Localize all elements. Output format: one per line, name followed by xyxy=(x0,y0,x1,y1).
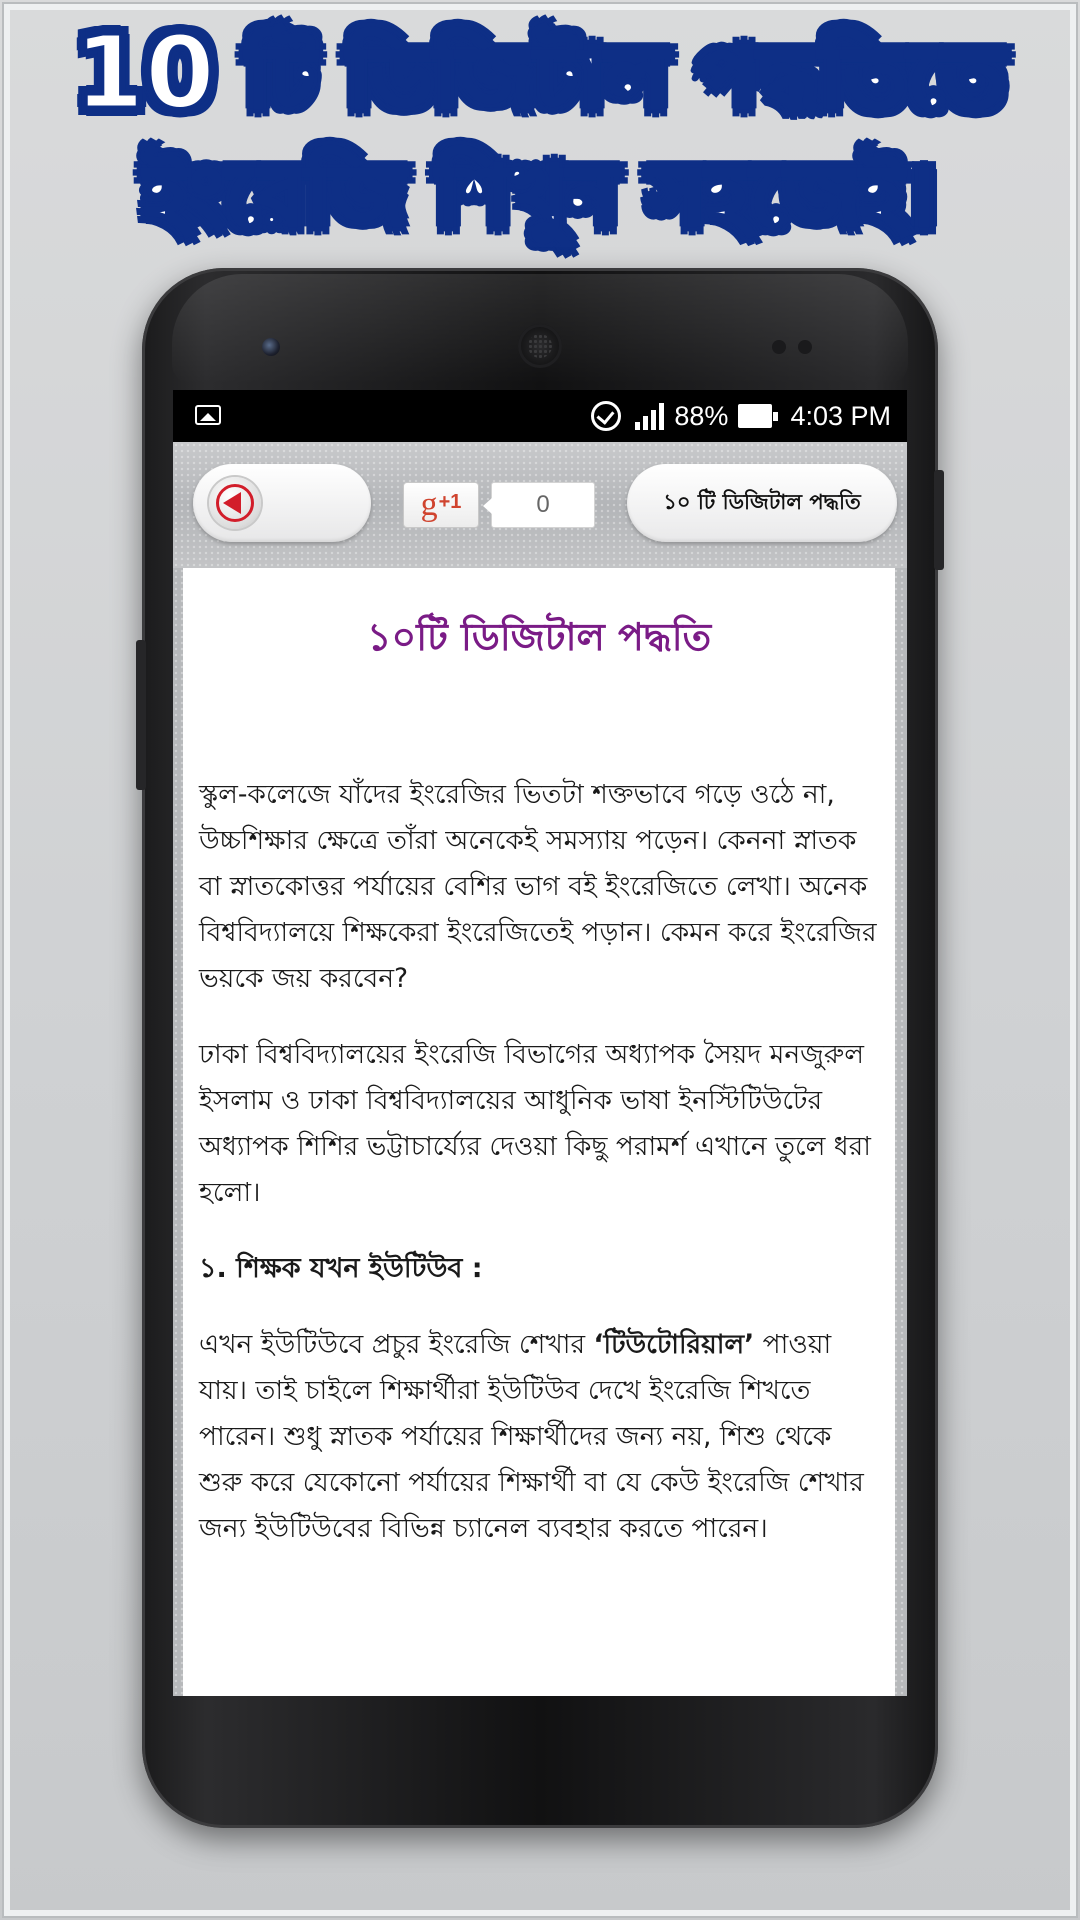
image-icon xyxy=(195,405,221,425)
google-plus-one-button[interactable] xyxy=(403,482,479,528)
battery-percent: 88% xyxy=(674,400,729,431)
plus-one-label: +1 xyxy=(438,490,462,513)
tutorial-term: ‘টিউটোরিয়াল’ xyxy=(593,1329,755,1360)
section-heading-1: ১. শিক্ষক যখন ইউটিউব : xyxy=(199,1253,483,1284)
article-background xyxy=(173,568,907,1696)
promo-number: 10 xyxy=(74,14,216,131)
power-button xyxy=(934,470,944,570)
google-plus-icon: g xyxy=(420,486,438,523)
article-content[interactable] xyxy=(183,568,895,1696)
front-camera xyxy=(262,338,280,356)
article-paragraph-3 xyxy=(199,1322,881,1552)
article-paragraph-2: ঢাকা বিশ্ববিদ্যালয়ের ইংরেজি বিভাগের অধ্যাপক সৈয়দ মনজুরুল ইসলাম ও ঢাকা বিশ্ববিদ্যালয়ের আধুনিক ভাষা ইনস্টিটিউটের অধ্যাপক শিশির ভট্টাচার্য্যের দেওয়া কিছু পরামর্শ এখানে তুলে ধরা হলো। xyxy=(199,1039,871,1208)
volume-button xyxy=(136,640,146,790)
status-bar xyxy=(173,390,907,442)
chapter-title-button[interactable]: ১০ টি ডিজিটাল পদ্ধতি xyxy=(627,464,897,542)
promo-line-1-text: টি ডিজিটাল পদ্ধতিতে xyxy=(215,29,1006,127)
proximity-sensor xyxy=(772,340,786,354)
back-arrow-icon xyxy=(209,477,261,529)
app-toolbar xyxy=(173,442,907,568)
article-title: ১০টি ডিজিটাল পদ্ধতি xyxy=(366,615,712,659)
alarm-icon xyxy=(591,401,621,431)
back-button[interactable] xyxy=(193,464,371,542)
paragraph-3-start: এখন ইউটিউবে প্রচুর ইংরেজি শেখার xyxy=(199,1329,594,1360)
phone-screen xyxy=(173,390,907,1696)
paragraph-3-end: পাওয়া যায়। তাই চাইলে শিক্ষার্থীরা ইউটিউব দেখে ইংরেজি শিখতে পারেন। শুধু স্নাতক পর্যায়ের শিক্ষার্থীদের জন্য নয়, শিশু থেকে শুরু করে যেকোনো পর্যায়ের শিক্ষার্থী বা যে কেউ ইংরেজি শেখার জন্য ইউটিউবের বিভিন্ন চ্যানেল ব্যবহার করতে পারেন। xyxy=(199,1329,864,1544)
promo-line-2: ইংরেজি শিখুন সহজেই। xyxy=(144,147,936,245)
battery-icon xyxy=(738,404,772,428)
status-time: 4:03 PM xyxy=(790,400,891,431)
plus-one-count: 0 xyxy=(491,482,595,528)
article-body xyxy=(183,662,895,1552)
earpiece-speaker xyxy=(518,324,562,368)
light-sensor xyxy=(798,340,812,354)
promo-headline xyxy=(0,14,1080,255)
promo-line-1 xyxy=(0,14,1080,137)
status-right xyxy=(591,390,891,442)
article-paragraph-1: স্কুল-কলেজে যাঁদের ইংরেজির ভিতটা শক্তভাবে গড়ে ওঠে না, উচ্চশিক্ষার ক্ষেত্রে তাঁরা অনেকেই সমস্যায় পড়েন। কেননা স্নাতক বা স্নাতকোত্তর পর্যায়ের বেশির ভাগ বই ইংরেজিতে লেখা। অনেক বিশ্ববিদ্যালয়ে শিক্ষকেরা ইংরেজিতেই পড়ান। কেমন করে ইংরেজির ভয়কে জয় করবেন? xyxy=(199,779,877,994)
signal-icon xyxy=(635,402,664,430)
